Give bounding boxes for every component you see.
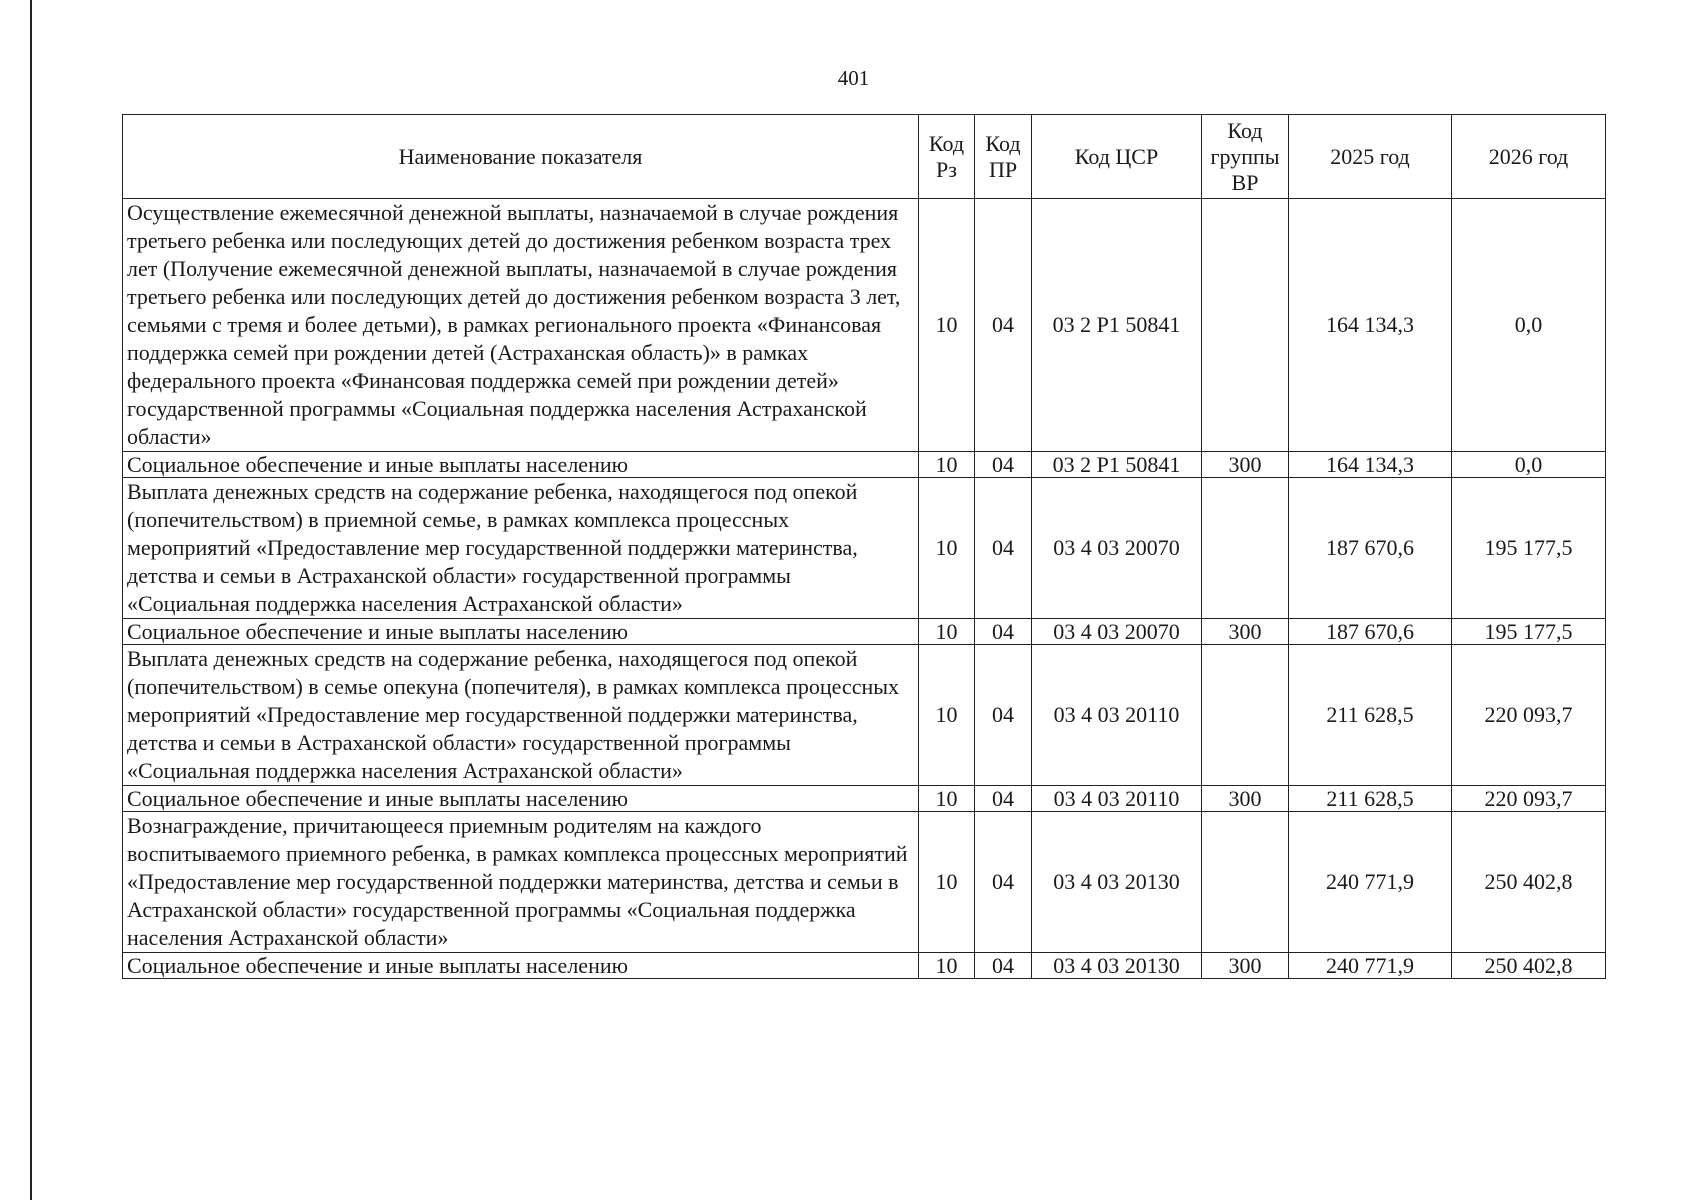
row-name: Социальное обеспечение и иные выплаты населению	[123, 619, 919, 645]
budget-table	[122, 114, 1606, 979]
row-vr: 300	[1202, 786, 1289, 812]
header-vr: Код группы ВР	[1202, 115, 1289, 199]
table-header-row	[123, 115, 1606, 199]
table-row	[123, 786, 1606, 812]
table-row	[123, 645, 1606, 786]
row-rz: 10	[919, 199, 975, 452]
row-2025: 164 134,3	[1289, 199, 1452, 452]
header-pr: Код ПР	[975, 115, 1032, 199]
row-vr: 300	[1202, 953, 1289, 979]
row-csr: 03 4 03 20070	[1032, 619, 1202, 645]
row-name: Выплата денежных средств на содержание ребенка, находящегося под опекой (попечительством) в приемной семье, в рамках комплекса процессных мероприятий «Предоставление мер государственной поддержки материнства, детства и семьи в Астраханской области» государственной программы «Социальная поддержка населения Астраханской области»	[123, 478, 919, 619]
table-row	[123, 199, 1606, 452]
row-pr: 04	[975, 452, 1032, 478]
row-name: Выплата денежных средств на содержание ребенка, находящегося под опекой (попечительством) в семье опекуна (попечителя), в рамках комплекса процессных мероприятий «Предоставление мер государственной поддержки материнства, детства и семьи в Астраханской области» государственной программы «Социальная поддержка населения Астраханской области»	[123, 645, 919, 786]
row-csr: 03 4 03 20130	[1032, 953, 1202, 979]
table-row	[123, 953, 1606, 979]
table-row	[123, 478, 1606, 619]
row-rz: 10	[919, 478, 975, 619]
row-pr: 04	[975, 645, 1032, 786]
row-pr: 04	[975, 812, 1032, 953]
row-csr: 03 4 03 20130	[1032, 812, 1202, 953]
header-2025: 2025 год	[1289, 115, 1452, 199]
header-name: Наименование показателя	[123, 115, 919, 199]
row-2026: 0,0	[1452, 199, 1606, 452]
row-2026: 0,0	[1452, 452, 1606, 478]
page-number: 401	[837, 66, 870, 90]
row-2025: 240 771,9	[1289, 953, 1452, 979]
row-pr: 04	[975, 619, 1032, 645]
row-pr: 04	[975, 786, 1032, 812]
row-vr	[1202, 812, 1289, 953]
header-csr: Код ЦСР	[1032, 115, 1202, 199]
row-pr: 04	[975, 199, 1032, 452]
header-rz: Код Рз	[919, 115, 975, 199]
row-name: Осуществление ежемесячной денежной выплаты, назначаемой в случае рождения третьего ребенка или последующих детей до достижения ребенком возраста трех лет (Получение ежемесячной денежной выплаты, назначаемой в случае рождения третьего ребенка или последующих детей до достижения ребенком возраста 3 лет, семьями с тремя и более детьми), в рамках регионального проекта «Финансовая поддержка семей при рождении детей (Астраханская область)» в рамках федерального проекта «Финансовая поддержка семей при рождении детей» государственной программы «Социальная поддержка населения Астраханской области»	[123, 199, 919, 452]
row-2026: 220 093,7	[1452, 786, 1606, 812]
row-2025: 240 771,9	[1289, 812, 1452, 953]
row-csr: 03 2 Р1 50841	[1032, 452, 1202, 478]
row-2026: 195 177,5	[1452, 478, 1606, 619]
row-csr: 03 4 03 20070	[1032, 478, 1202, 619]
row-2026: 220 093,7	[1452, 645, 1606, 786]
row-vr	[1202, 199, 1289, 452]
row-name: Вознаграждение, причитающееся приемным родителям на каждого воспитываемого приемного ребенка, в рамках комплекса процессных мероприятий «Предоставление мер государственной поддержки материнства, детства и семьи в Астраханской области» государственной программы «Социальная поддержка населения Астраханской области»	[123, 812, 919, 953]
header-2026: 2026 год	[1452, 115, 1606, 199]
row-rz: 10	[919, 619, 975, 645]
row-vr: 300	[1202, 452, 1289, 478]
table-row	[123, 812, 1606, 953]
row-rz: 10	[919, 786, 975, 812]
row-csr: 03 4 03 20110	[1032, 645, 1202, 786]
row-2026: 195 177,5	[1452, 619, 1606, 645]
row-vr: 300	[1202, 619, 1289, 645]
binding-margin-line	[30, 0, 32, 1200]
row-name: Социальное обеспечение и иные выплаты населению	[123, 452, 919, 478]
row-csr: 03 4 03 20110	[1032, 786, 1202, 812]
row-2025: 211 628,5	[1289, 786, 1452, 812]
row-rz: 10	[919, 953, 975, 979]
table-row	[123, 452, 1606, 478]
row-rz: 10	[919, 812, 975, 953]
row-2025: 211 628,5	[1289, 645, 1452, 786]
row-2026: 250 402,8	[1452, 953, 1606, 979]
row-csr: 03 2 Р1 50841	[1032, 199, 1202, 452]
row-rz: 10	[919, 645, 975, 786]
row-rz: 10	[919, 452, 975, 478]
row-vr	[1202, 478, 1289, 619]
row-pr: 04	[975, 953, 1032, 979]
row-2025: 187 670,6	[1289, 619, 1452, 645]
row-name: Социальное обеспечение и иные выплаты населению	[123, 786, 919, 812]
table-row	[123, 619, 1606, 645]
row-name: Социальное обеспечение и иные выплаты населению	[123, 953, 919, 979]
row-2025: 187 670,6	[1289, 478, 1452, 619]
row-vr	[1202, 645, 1289, 786]
row-2025: 164 134,3	[1289, 452, 1452, 478]
row-pr: 04	[975, 478, 1032, 619]
row-2026: 250 402,8	[1452, 812, 1606, 953]
